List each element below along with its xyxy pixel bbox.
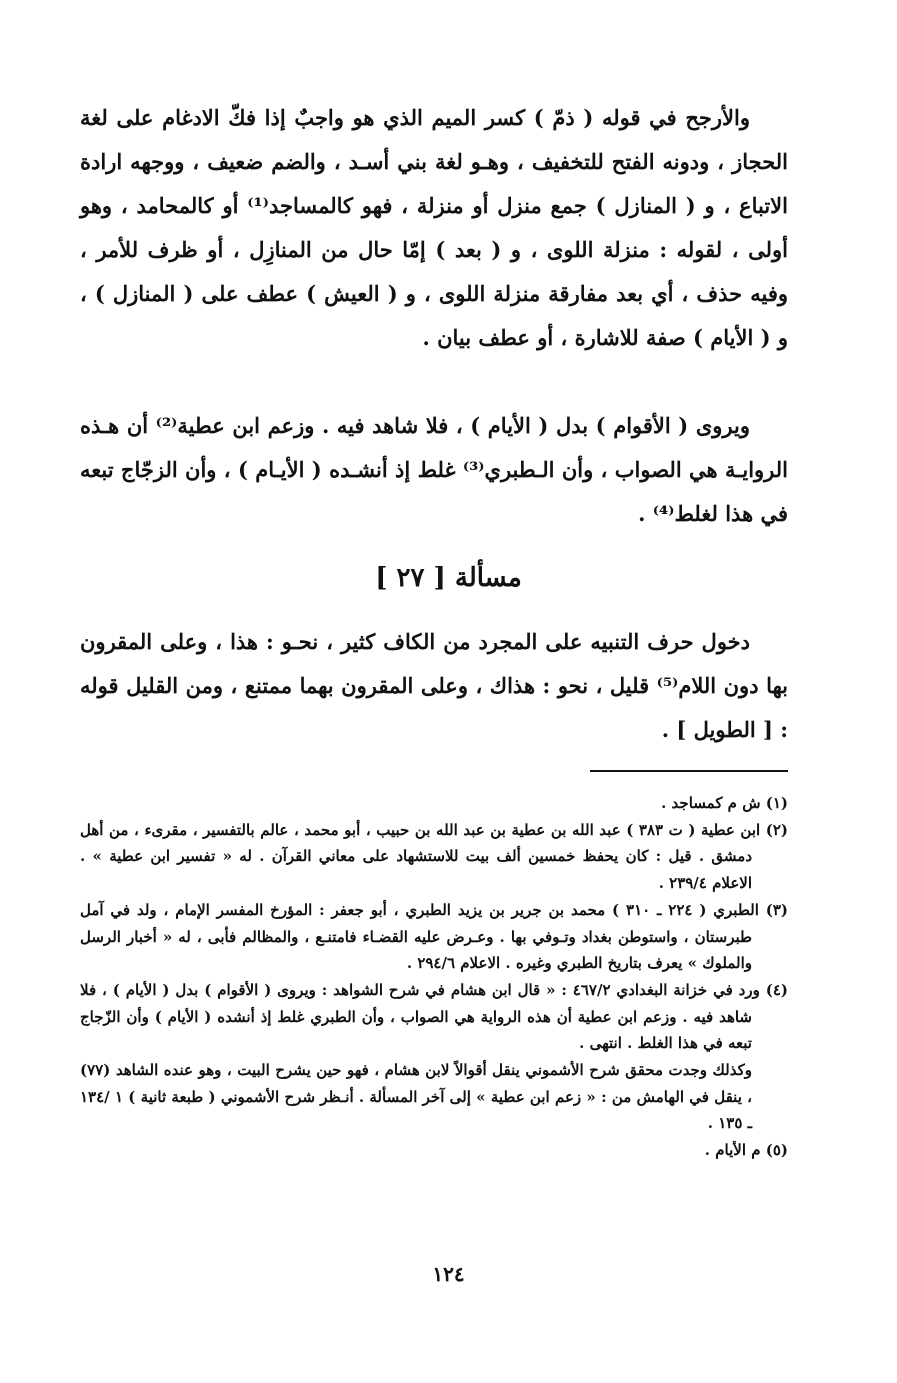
paragraph-text: ويروى ( الأقوام ) بدل ( الأيام ) ، فلا شاهد فيه . وزعم ابن عطية⁽²⁾ أن هـذه الروايـة هي الصواب ، وأن الـطبري⁽³⁾ غلط إذ أنشـده ( الأيـام ) ، وأن الزجّاج تبعه في هذا لغلط⁽⁴⁾ . [80,413,789,526]
section-heading: مسألة [ ٢٧ ] [375,563,522,593]
body-paragraph-2 [80,404,788,536]
footnotes-section [80,790,788,1164]
footnote-5: (٥) م الأيام . [704,1141,788,1160]
footnote-4: (٤) ورد في خزانة البغدادي ٤٦٧/٢ : « قال ابن هشام في شرح الشواهد : ويروى ( الأقوام ) بدل ( الأيام ) ، فلا شاهد فيه . وزعم ابن عطية أن هذه الرواية هي الصواب ، وأن الطبري غلط إذ أنشده ( الأيام ) وأن الزّجاج تبعه في هذا الغلط . انتهى . [80,980,788,1053]
footnote-2: (٢) ابن عطية ( ت ٣٨٣ ) عبد الله بن عطية بن عبد الله بن حبيب ، أبو محمد ، عالم بالتفسير ، مقرىء ، من أهل دمشق . قيل : كان يحفظ خمسين ألف بيت للاستشهاد على معاني القرآن . له « تفسير ابن عطية » . الاعلام ٢٣٩/٤ . [80,820,788,893]
footnote-3: (٣) الطبري ( ٢٢٤ ـ ٣١٠ ) محمد بن جرير بن يزيد الطبري ، أبو جعفر : المؤرخ المفسر الإمام ، ولد في آمل طبرستان ، واستوطن بغداد وتـوفي بها . وعـرض عليه القضـاء فامتنـع ، والمظالم فأبى ، له « أخبار الرسل والملوك » يعرف بتاريخ الطبري وغيره . الاعلام ٢٩٤/٦ . [80,900,788,973]
footnote-divider [590,770,788,772]
body-paragraph-3 [80,620,788,752]
paragraph-text: دخول حرف التنبيه على المجرد من الكاف كثير ، نحـو : هذا ، وعلى المقرون بها دون اللام⁽⁵⁾ قليل ، نحو : هذاك ، وعلى المقرون بهما ممتنع ، ومن القليل قوله : [ الطويل ] . [80,629,788,742]
page-number: ١٢٤ [432,1262,465,1286]
paragraph-text: والأرجح في قوله ( ذمّ ) كسر الميم الذي هو واجبٌ إذا فكّ الادغام على لغة الحجاز ، ودونه الفتح للتخفيف ، وهـو لغة بني أسـد ، والضم ضعيف ، ووجهه ارادة الاتباع ، و ( المنازل ) جمع منزل أو منزلة ، فهو كالمساجد⁽¹⁾ أو كالمحامد ، وهو أولى ، لقوله : منزلة اللوى ، و ( بعد ) إمّا حال من المنازِل ، أو ظرف للأمر ، وفيه حذف ، أي بعد مفارقة منزلة اللوى ، و ( العيش ) عطف على ( المنازل ) ، و ( الأيام ) صفة للاشارة ، أو عطف بيان . [80,105,788,350]
body-paragraph-1 [80,96,788,360]
footnote-1: (١) ش م كمساجد . [661,794,788,812]
footnote-4-continuation: وكذلك وجدت محقق شرح الأشموني ينقل أقوالاً لابن هشام ، فهو حين يشرح البيت ، وهو عنده الشاهد (٧٧) ، ينقل في الهامش من : « زعم ابن عطية » إلى آخر المسألة . أنـظر شرح الأشموني ( طبعة ثانية ) ١ /١٣٤ ـ ١٣٥ . [80,1061,752,1133]
